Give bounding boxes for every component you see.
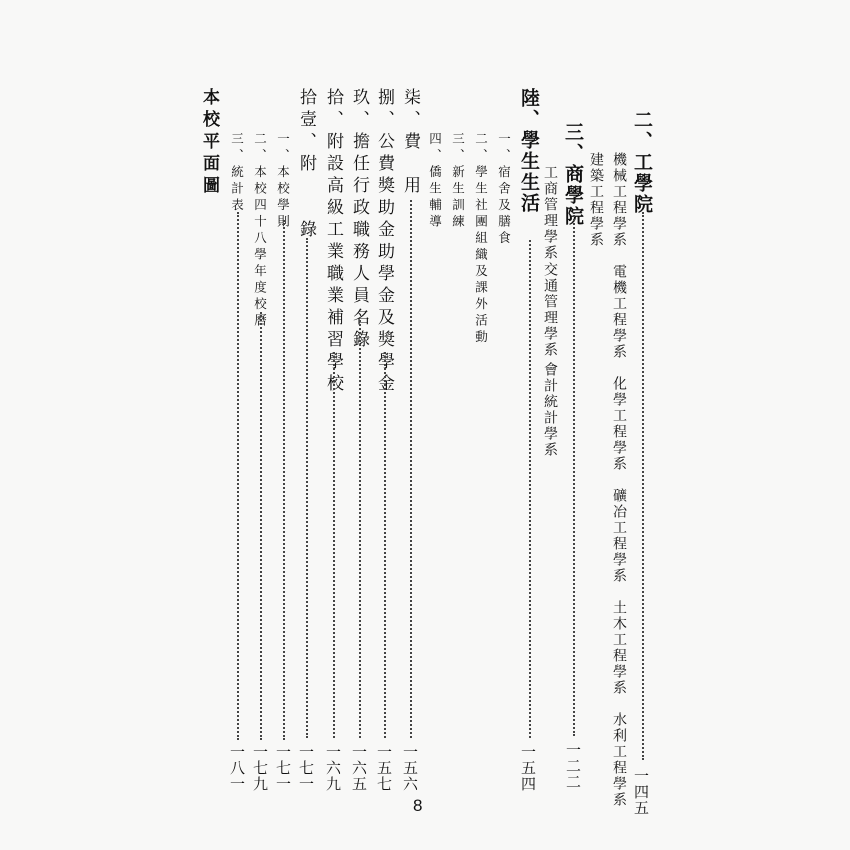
toc-section-title: 拾壹、附 錄: [296, 88, 316, 242]
toc-section-title: 三、商學院: [562, 122, 584, 227]
toc-subitem: 一、宿舍及膳食: [496, 132, 512, 248]
toc-leader-dots: [642, 212, 644, 760]
toc-subitem: 二、學生社團組織及課外活動: [473, 132, 489, 347]
toc-leader-dots: [260, 312, 262, 740]
toc-page-number: 一七一: [274, 744, 292, 792]
toc-leader-dots: [384, 352, 386, 738]
toc-page-number: 一八一: [228, 744, 246, 792]
toc-section-title: 捌、公費獎助金助學金及獎學金: [374, 88, 394, 396]
toc-section-title: 陸、學生生活: [518, 88, 540, 214]
toc-leader-dots: [359, 320, 361, 738]
toc-subitem: 四、僑生輔導: [427, 132, 443, 231]
toc-subitem: 三、統計表: [229, 132, 245, 215]
toc-page-number: 一五七: [375, 744, 393, 792]
toc-section-title: 拾、附設高級工業職業補習學校: [323, 88, 343, 396]
folio-page-number: 8: [413, 796, 423, 815]
toc-page-number: 一六九: [324, 744, 342, 792]
toc-department: 工商管理學系: [542, 165, 558, 261]
toc-page-number: 一六五: [350, 744, 368, 792]
toc-department-list: 建築工程學系: [588, 152, 604, 248]
toc-leader-dots: [306, 238, 308, 738]
toc-leader-dots: [410, 200, 412, 738]
toc-department: 會計統計學系: [542, 362, 558, 458]
toc-section-title: 玖、擔任行政職務人員名錄: [349, 88, 369, 352]
toc-page-number: 一七一: [297, 744, 315, 792]
toc-page-number: 一四五: [632, 768, 650, 816]
toc-page-number: 一七九: [251, 744, 269, 792]
toc-department-list: 機械工程學系 電機工程學系 化學工程學系 礦冶工程學系 土木工程學系 水利工程學系: [611, 152, 627, 808]
toc-page-number: 一五四: [519, 744, 537, 792]
toc-page-number: 一五六: [401, 744, 419, 792]
toc-leader-dots: [237, 212, 239, 740]
toc-subitem: 三、新生訓練: [450, 132, 466, 231]
toc-leader-dots: [283, 220, 285, 740]
toc-leader-dots: [573, 212, 575, 736]
toc-subitem: 二、本校四十八學年度校曆: [252, 132, 268, 330]
toc-leader-dots: [333, 352, 335, 738]
toc-section-title: 二、工學院: [631, 110, 653, 215]
toc-page-number: 一二二: [564, 742, 582, 790]
toc-map-title: 本校平面圖: [199, 88, 219, 198]
toc-subitem: 一、本校學則: [275, 132, 291, 231]
toc-leader-dots: [529, 240, 531, 738]
toc-section-title: 柒、費 用: [400, 88, 420, 198]
toc-department: 交通管理學系: [542, 262, 558, 358]
